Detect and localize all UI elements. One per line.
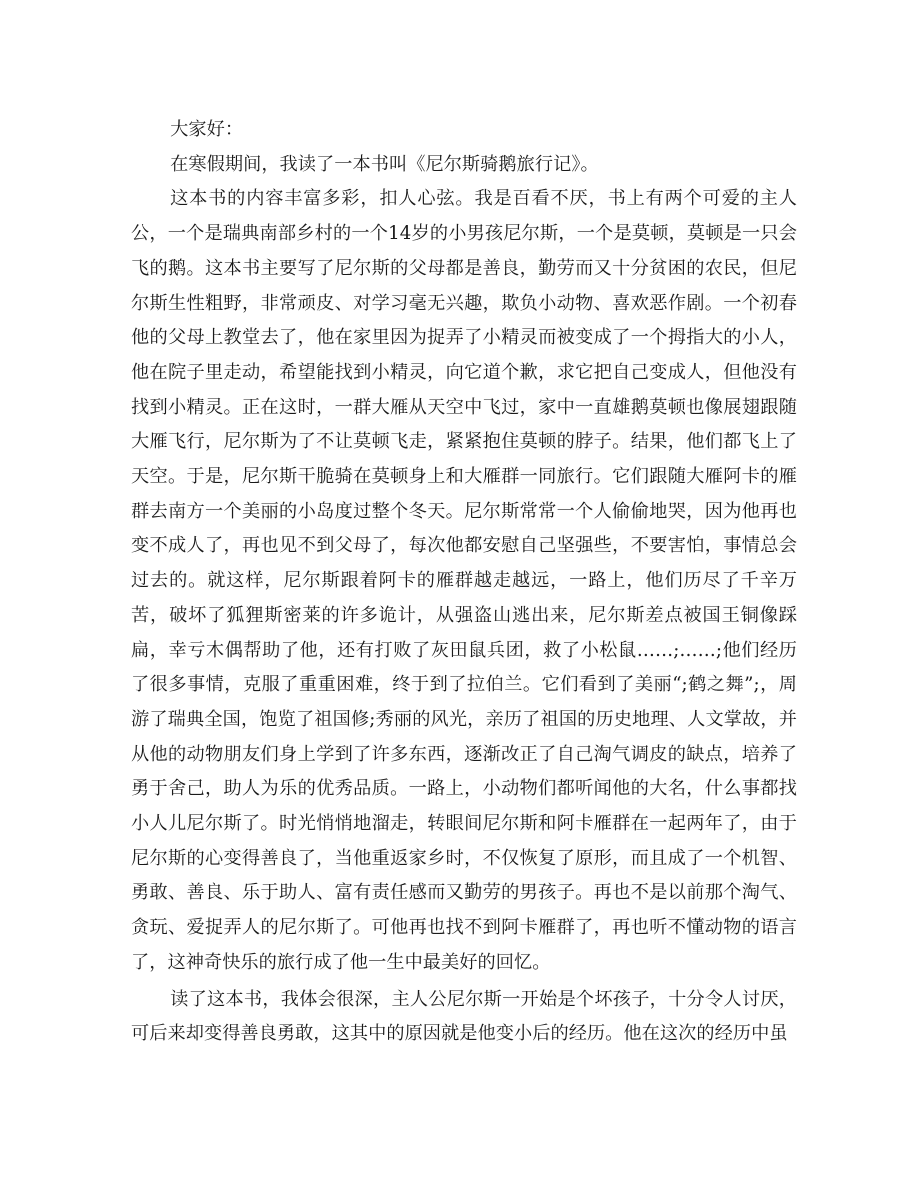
paragraph-1: 在寒假期间，我读了一本书叫《尼尔斯骑鹅旅行记》。 (170, 153, 599, 175)
document-body (131, 113, 797, 1052)
paragraph-3: 读了这本书，我体会很深，主人公尼尔斯一开始是个坏孩子，十分令人讨厌，可后来却变得善良勇敢，这其中的原因就是他变小后的经历。他在这次的经历中虽 (131, 988, 797, 1045)
paragraph-2: 这本书的内容丰富多彩，扣人心弦。我是百看不厌，书上有两个可爱的主人公，一个是瑞典南部乡村的一个14岁的小男孩尼尔斯，一个是莫顿，莫顿是一只会飞的鹅。这本书主要写了尼尔斯的父母都是善良，勤劳而又十分贫困的农民，但尼尔斯生性粗野，非常顽皮、对学习毫无兴趣，欺负小动物、喜欢恶作剧。一个初春他的父母上教堂去了，他在家里因为捉弄了小精灵而被变成了一个拇指大的小人，他在院子里走动，希望能找到小精灵，向它道个歉，求它把自己变成人，但他没有找到小精灵。正在这时，一群大雁从天空中飞过，家中一直雄鹅莫顿也像展翅跟随大雁飞行，尼尔斯为了不让莫顿飞走，紧紧抱住莫顿的脖子。结果，他们都飞上了天空。于是，尼尔斯干脆骑在莫顿身上和大雁群一同旅行。它们跟随大雁阿卡的雁群去南方一个美丽的小岛度过整个冬天。尼尔斯常常一个人偷偷地哭，因为他再也变不成人了，再也见不到父母了，每次他都安慰自己坚强些，不要害怕，事情总会过去的。就这样，尼尔斯跟着阿卡的雁群越走越远，一路上，他们历尽了千辛万苦，破坏了狐狸斯密莱的许多诡计，从强盗山逃出来，尼尔斯差点被国王铜像踩扁，幸亏木偶帮助了他，还有打败了灰田鼠兵团，救了小松鼠……;……;他们经历了很多事情，克服了重重困难，终于到了拉伯兰。它们看到了美丽“;鹤之舞”;，周游了瑞典全国，饱览了祖国修;秀丽的风光，亲历了祖国的历史地理、人文掌故，并从他的动物朋友们身上学到了许多东西，逐渐改正了自己淘气调皮的缺点，培养了勇于舍己，助人为乐的优秀品质。一路上，小动物们都听闻他的大名，什么事都找小人儿尼尔斯了。时光悄悄地溜走，转眼间尼尔斯和阿卡雁群在一起两年了，由于尼尔斯的心变得善良了，当他重返家乡时，不仅恢复了原形，而且成了一个机智、勇敢、善良、乐于助人、富有责任感而又勤劳的男孩子。再也不是以前那个淘气、贪玩、爱捉弄人的尼尔斯了。可他再也找不到阿卡雁群了，再也听不懂动物的语言了，这神奇快乐的旅行成了他一生中最美好的回忆。 (131, 188, 797, 973)
greeting-line: 大家好： (170, 119, 244, 140)
